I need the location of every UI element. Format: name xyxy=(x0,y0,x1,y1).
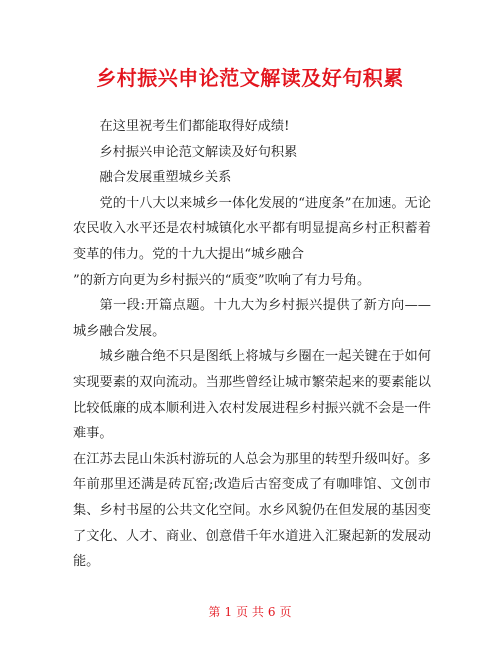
document-title: 乡村振兴申论范文解读及好句积累 xyxy=(96,66,404,90)
paragraph-3: 城乡融合绝不只是图纸上将城与乡圈在一起关键在于如何实现要素的双向流动。当那些曾经让城市繁荣起来的要素能以比较低廉的成本顺利进入农村发展进程乡村振兴就不会是一件难事。 xyxy=(73,349,431,442)
paragraph-1: 党的十八大以来城乡一体化发展的“进度条”在加速。无论农民收入水平还是农村城镇化水平都有明显提高乡村正积蓄着变革的伟力。党的十九大提出“城乡融合 xyxy=(73,195,431,262)
paragraph-2: 第一段:开篇点题。十九大为乡村振兴提供了新方向——城乡融合发展。 xyxy=(73,298,431,339)
paragraph-heading: 融合发展重塑城乡关系 xyxy=(99,170,232,186)
paragraph-greeting: 在这里祝考生们都能取得好成绩! xyxy=(99,119,290,134)
footer-total-pages: 6 xyxy=(267,605,276,619)
paragraph-subtitle: 乡村振兴申论范文解读及好句积累 xyxy=(99,144,298,160)
page-footer xyxy=(0,603,500,620)
footer-prefix: 第 xyxy=(208,605,221,619)
paragraph-4: 在江苏去昆山朱浜村游玩的人总会为那里的转型升级叫好。多年前那里还满是砖瓦窑;改造后古窑变成了有咖啡馆、文创市集、乡村书屋的公共文化空间。水乡风貌仍在但发展的基因变了文化、人才、商业、创意借千年水道进入汇聚起新的发展动能。 xyxy=(73,451,431,570)
footer-suffix: 页 xyxy=(279,605,292,619)
footer-current-page: 1 xyxy=(224,605,233,619)
paragraph-1-continued: ”的新方向更为乡村振兴的“质变”吹响了有力号角。 xyxy=(73,272,371,288)
document-body xyxy=(73,114,431,575)
footer-mid: 页 共 xyxy=(236,605,264,619)
